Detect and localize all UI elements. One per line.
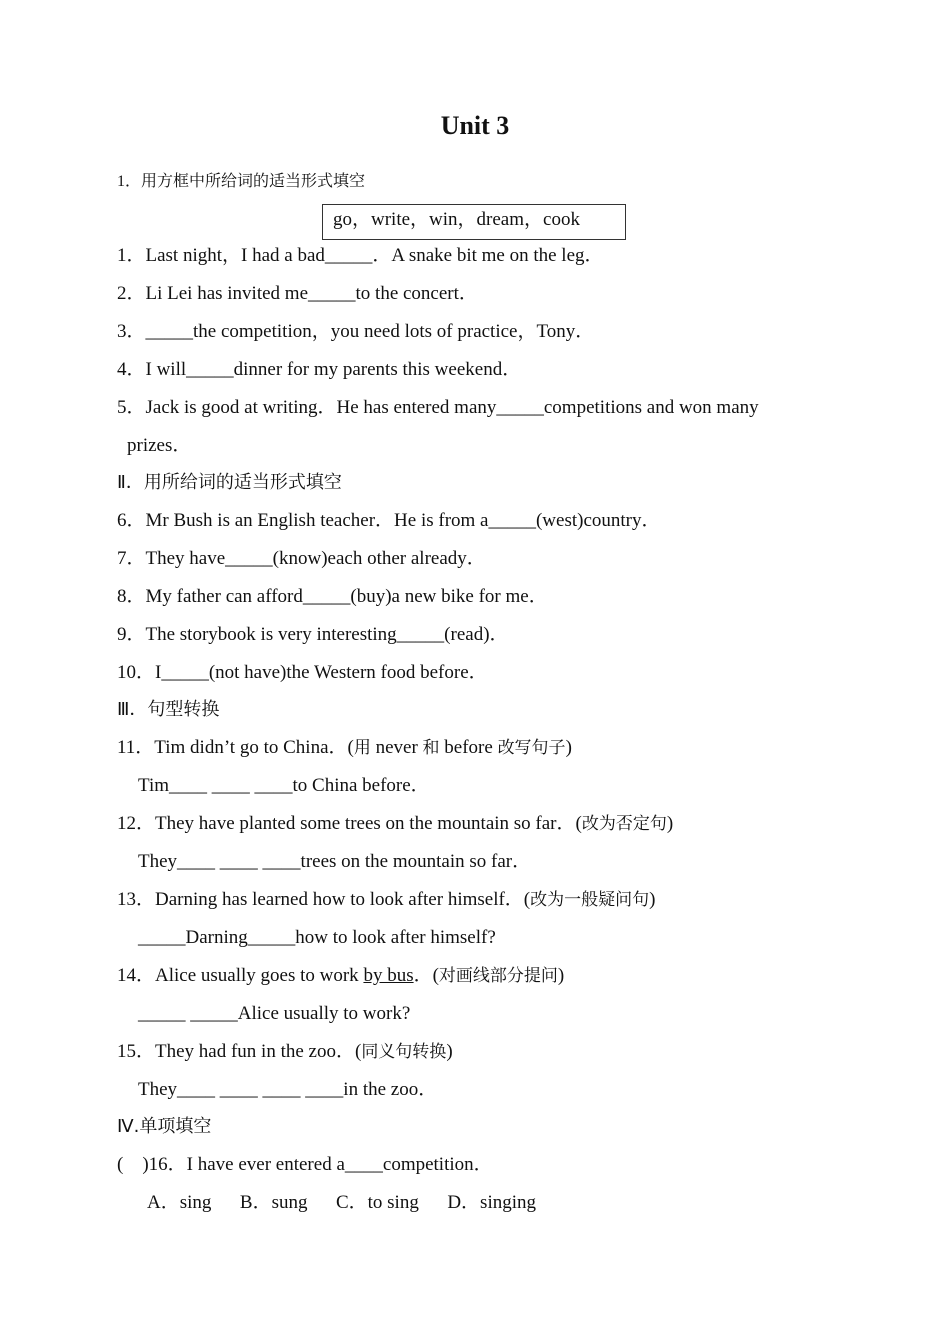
question-13-answer: _____Darning_____how to look after himself? (138, 927, 496, 948)
question-9: 9．The storybook is very interesting_____(read)． (117, 624, 509, 645)
question-10: 10．I_____(not have)the Western food before． (117, 662, 488, 683)
question-1: 1．Last night，I had a bad_____．A snake bit me on the leg． (117, 245, 604, 266)
question-7: 7．They have_____(know)each other already． (117, 548, 486, 569)
question-8: 8．My father can afford_____(buy)a new bike for me． (117, 586, 548, 607)
question-12-answer: They____ ____ ____trees on the mountain so far． (138, 851, 532, 872)
question-11-answer: Tim____ ____ ____to China before． (138, 775, 430, 796)
question-15-answer: They____ ____ ____ ____in the zoo． (138, 1079, 438, 1100)
question-11: 11．Tim didn’t go to China．(用 never 和 before 改写句子) (117, 737, 572, 758)
question-4: 4．I will_____dinner for my parents this weekend． (117, 359, 522, 380)
question-13: 13．Darning has learned how to look after himself．(改为一般疑问句) (117, 889, 656, 910)
question-2: 2．Li Lei has invited me_____to the concert． (117, 283, 478, 304)
question-5-continuation: prizes． (127, 435, 192, 456)
underlined-phrase: by bus (363, 965, 414, 986)
question-16-options: A．sing B．sung C．to sing D．singing (147, 1192, 537, 1213)
question-14-answer: _____ _____Alice usually to work? (138, 1003, 411, 1024)
page-title: Unit 3 (440, 111, 510, 140)
section-1-heading: 1．用方框中所给词的适当形式填空 (117, 173, 366, 190)
question-12: 12．They have planted some trees on the mountain so far．(改为否定句) (117, 813, 674, 834)
section-4-heading: Ⅳ.单项填空 (117, 1116, 212, 1137)
question-16: ( )16．I have ever entered a____competition． (117, 1154, 493, 1175)
word-box: go，write，win，dream，cook (322, 204, 626, 240)
question-6: 6．Mr Bush is an English teacher．He is from a_____(west)country． (117, 510, 661, 531)
question-5: 5．Jack is good at writing．He has entered many_____competitions and won many (117, 397, 759, 418)
section-2-heading: Ⅱ．用所给词的适当形式填空 (117, 472, 342, 493)
question-14: 14．Alice usually goes to work by bus．(对画线部分提问) (117, 965, 565, 986)
question-15: 15．They had fun in the zoo．(同义句转换) (117, 1041, 453, 1062)
section-3-heading: Ⅲ．句型转换 (117, 699, 220, 720)
question-3: 3．_____the competition，you need lots of practice，Tony． (117, 321, 595, 342)
